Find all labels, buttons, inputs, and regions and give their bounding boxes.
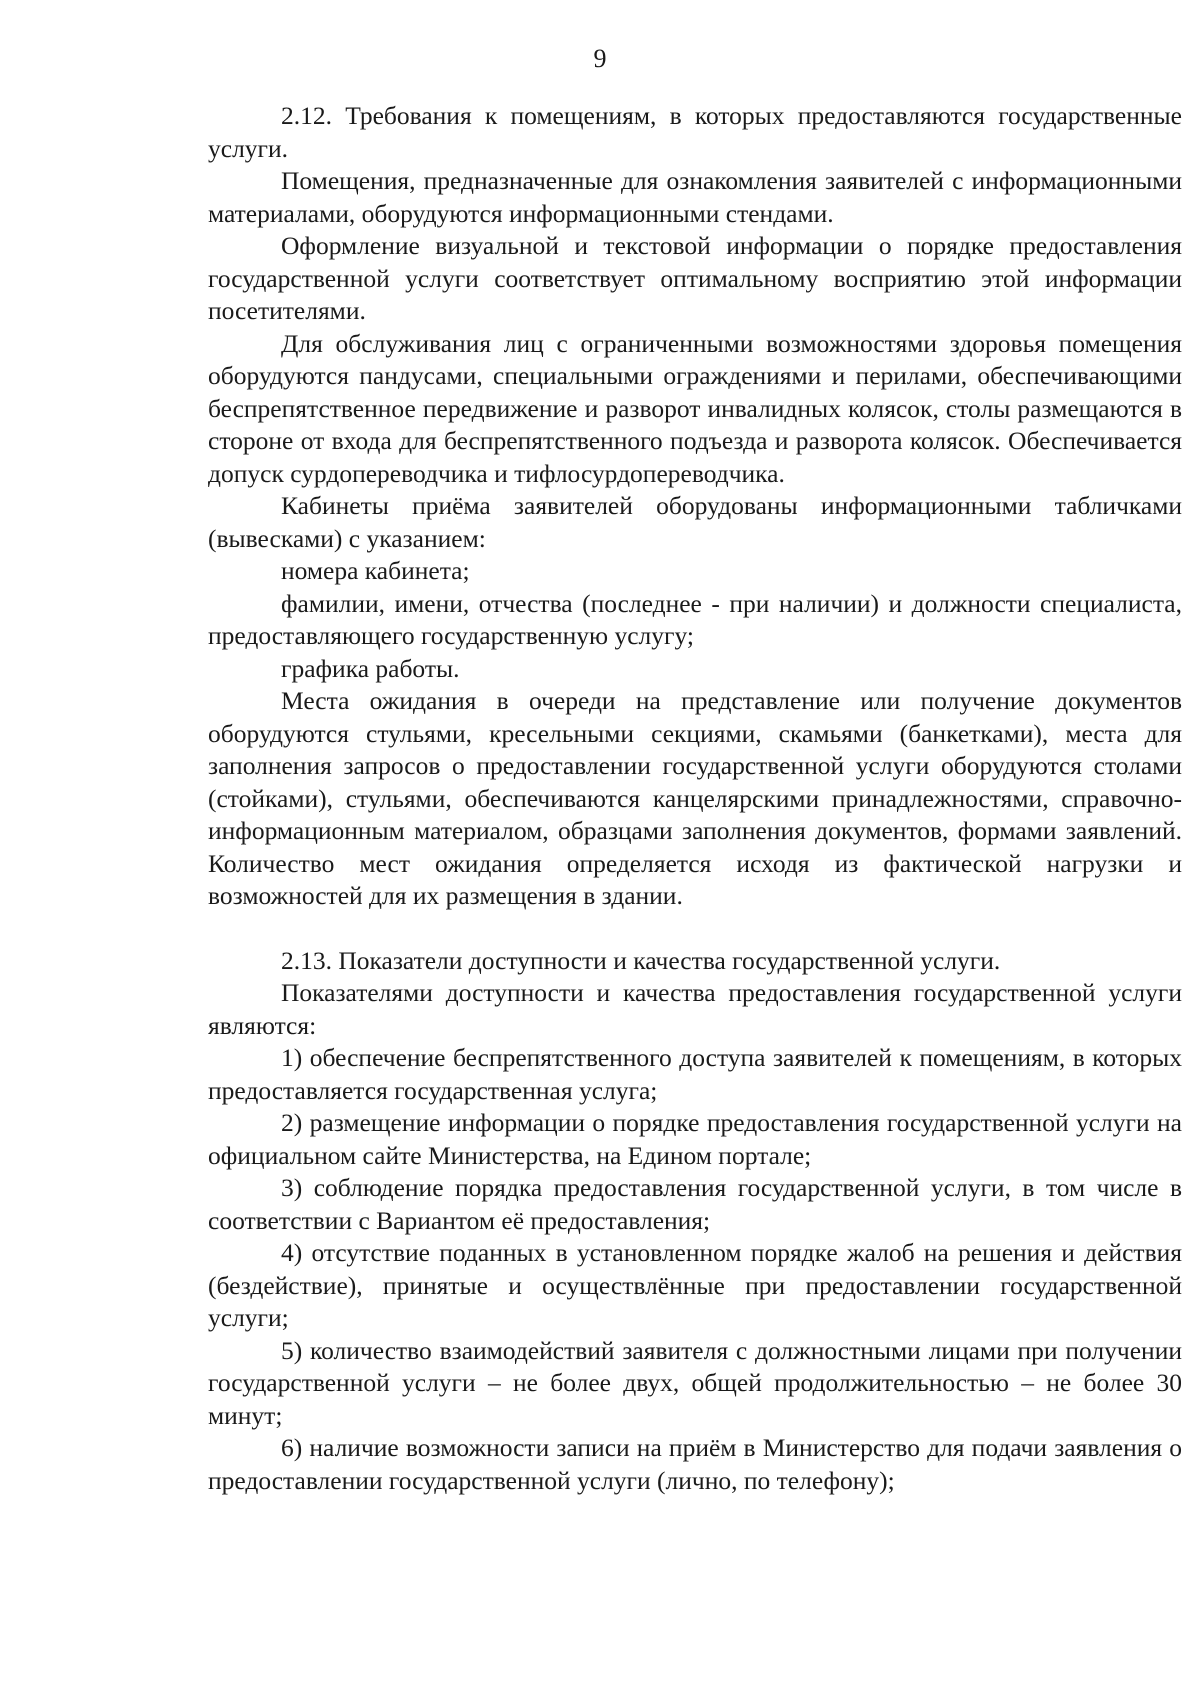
paragraph: Показателями доступности и качества предоставления государственной услуги являются: bbox=[208, 978, 1182, 1040]
list-item: номера кабинета; bbox=[281, 556, 470, 585]
paragraph: Помещения, предназначенные для ознакомления заявителей с информационными материалами, оборудуются информационными стендами. bbox=[208, 166, 1182, 228]
list-item: графика работы. bbox=[281, 653, 460, 683]
paragraph: Для обслуживания лиц с ограниченными возможностями здоровья помещения оборудуются пандусами, специальными ограждениями и перилами, обеспечивающими беспрепятственное передвижение и разворот инвалидных колясок, столы размещаются в стороне от входа для беспрепятственного подъезда и разворота колясок. Обеспечивается допуск сурдопереводчика и тифлосурдопереводчика. bbox=[208, 328, 1182, 488]
page-number: 9 bbox=[593, 44, 607, 73]
paragraph: Кабинеты приёма заявителей оборудованы информационными табличками (вывесками) с указанием: bbox=[208, 491, 1182, 553]
section-heading: 2.13. Показатели доступности и качества государственной услуги. bbox=[281, 945, 1001, 975]
list-item: 5) количество взаимодействий заявителя с должностными лицами при получении государственной услуги – не более двух, общей продолжительностью – не более 30 минут; bbox=[208, 1335, 1182, 1430]
section-2-13 bbox=[208, 945, 1182, 1498]
list-item: 4) отсутствие поданных в установленном порядке жалоб на решения и действия (бездействие), принятые и осуществлённые при предоставлении государственной услуги; bbox=[208, 1238, 1182, 1332]
document-body bbox=[208, 100, 1182, 1497]
list-item: 3) соблюдение порядка предоставления государственной услуги, в том числе в соответствии с Вариантом её предоставления; bbox=[208, 1173, 1182, 1235]
list-item: фамилии, имени, отчества (последнее - при наличии) и должности специалиста, предоставляющего государственную услугу; bbox=[208, 588, 1182, 650]
list-item: 1) обеспечение беспрепятственного доступа заявителей к помещениям, в которых предоставляется государственная услуга; bbox=[208, 1043, 1182, 1105]
paragraph: Места ожидания в очереди на представление или получение документов оборудуются стульями, кресельными секциями, скамьями (банкетками), места для заполнения запросов о предоставлении государственной услуги оборудуются столами (стойками), стульями, обеспечиваются канцелярскими принадлежностями, справочно-информационным материалом, образцами заполнения документов, формами заявлений. Количество мест ожидания определяется исходя из фактической нагрузки и возможностей для их размещения в здании. bbox=[208, 686, 1182, 910]
section-2-12 bbox=[208, 100, 1182, 913]
section-heading: 2.12. Требования к помещениям, в которых предоставляются государственные услуги. bbox=[208, 101, 1182, 163]
list-item: 2) размещение информации о порядке предоставления государственной услуги на официальном сайте Министерства, на Едином портале; bbox=[208, 1108, 1182, 1170]
list-item: 6) наличие возможности записи на приём в Министерство для подачи заявления о предоставлении государственной услуги (лично, по телефону); bbox=[208, 1433, 1182, 1495]
section-spacer bbox=[208, 913, 1182, 945]
paragraph: Оформление визуальной и текстовой информации о порядке предоставления государственной услуги соответствует оптимальному восприятию этой информации посетителями. bbox=[208, 231, 1182, 325]
